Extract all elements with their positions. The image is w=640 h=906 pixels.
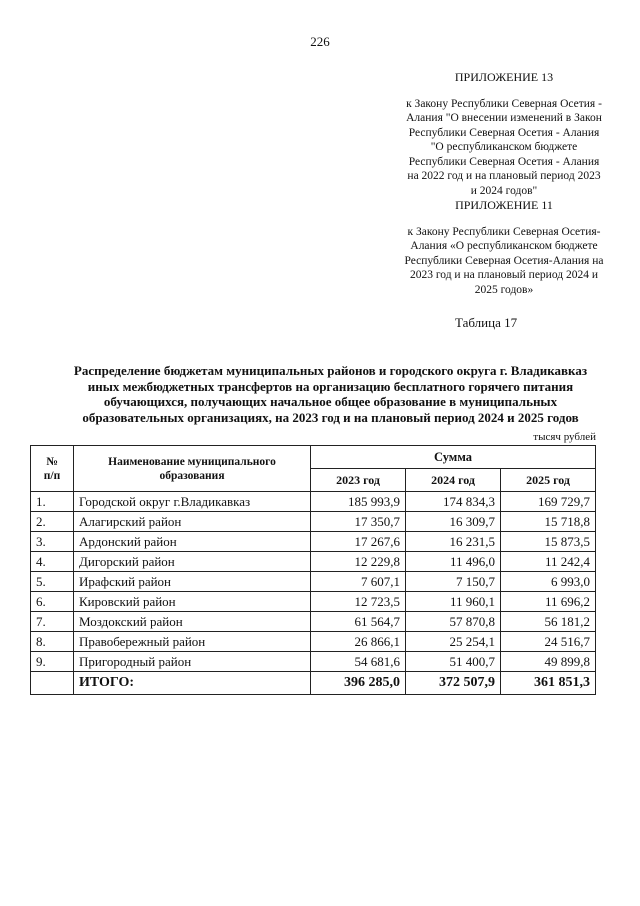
row-value-2025: 11 696,2 [501,592,596,612]
document-title [58,363,603,425]
row-value-2025: 15 873,5 [501,532,596,552]
row-value-2023: 17 350,7 [311,512,406,532]
row-value-2024: 7 150,7 [406,572,501,592]
appendix-13-line: на 2022 год и на плановый период 2023 [407,170,601,182]
appendix-11-line: 2023 год и на плановый период 2024 и [409,269,599,281]
row-name: Моздокский район [74,612,311,632]
row-value-2023: 61 564,7 [311,612,406,632]
row-name: Дигорский район [74,552,311,572]
row-number: 4. [31,552,74,572]
header-name: Наименование муниципального образования [74,446,311,492]
row-number: 9. [31,652,74,672]
row-value-2023: 12 229,8 [311,552,406,572]
appendix-13-line: Алания "О внесении изменений в Закон [406,112,602,124]
row-value-2025: 11 242,4 [501,552,596,572]
appendix-13-line: и 2024 годов" [470,184,538,197]
table-row [31,492,596,512]
row-value-2023: 185 993,9 [311,492,406,512]
total-number-cell [31,672,74,695]
row-name: Правобережный район [74,632,311,652]
appendix-11-line: Республики Северная Осетия-Алания на [404,254,604,267]
row-name: Ардонский район [74,532,311,552]
budget-table [30,445,596,695]
header-sum: Сумма [311,446,596,469]
row-number: 3. [31,532,74,552]
table-label: Таблица 17 [455,315,518,330]
row-value-2024: 25 254,1 [406,632,501,652]
row-value-2023: 26 866,1 [311,632,406,652]
row-number: 6. [31,592,74,612]
row-value-2025: 15 718,8 [501,512,596,532]
row-value-2025: 49 899,8 [501,652,596,672]
appendix-11-line: 2025 годов» [474,283,534,296]
row-number: 7. [31,612,74,632]
page-number: 226 [310,34,330,49]
row-number: 5. [31,572,74,592]
header-year-2025: 2025 год [501,469,596,492]
row-number: 2. [31,512,74,532]
row-value-2023: 17 267,6 [311,532,406,552]
appendix-11-line: к Закону Республики Северная Осетия- [407,225,601,238]
total-value-2024: 372 507,9 [406,672,501,695]
row-value-2023: 7 607,1 [311,572,406,592]
appendix-13-line: Республики Северная Осетия - Алания [408,155,600,168]
table-row [31,512,596,532]
table-row [31,532,596,552]
row-number: 1. [31,492,74,512]
table-row [31,592,596,612]
header-number-sign: № [46,455,58,468]
table-row [31,632,596,652]
appendix-13-line: "О республиканском бюджете [430,141,578,153]
row-value-2024: 16 231,5 [406,532,501,552]
row-value-2024: 57 870,8 [406,612,501,632]
row-name: Пригородный район [74,652,311,672]
row-value-2025: 6 993,0 [501,572,596,592]
appendix-11-line: Алания «О республиканском бюджете [410,240,598,252]
appendix-11-heading: ПРИЛОЖЕНИЕ 11 [455,198,553,212]
row-value-2024: 11 960,1 [406,592,501,612]
row-name: Ирафский район [74,572,311,592]
table-row [31,612,596,632]
header-number [31,446,74,492]
row-value-2025: 56 181,2 [501,612,596,632]
table-row [31,572,596,592]
row-value-2024: 11 496,0 [406,552,501,572]
row-number: 8. [31,632,74,652]
total-row [31,672,596,695]
title-line: образовательных организациях, на 2023 год и на плановый период 2024 и 2025 годов [82,409,579,425]
header-year-2023: 2023 год [311,469,406,492]
header-number-pp: п/п [43,469,61,482]
appendix-13-line: к Закону Республики Северная Осетия - [406,97,602,110]
table-row [31,552,596,572]
title-line: Распределение бюджетам муниципальных районов и городского округа г. Владикавказ [73,363,588,378]
total-value-2023: 396 285,0 [311,672,406,695]
row-name: Городской округ г.Владикавказ [74,492,311,512]
row-value-2024: 16 309,7 [406,512,501,532]
total-value-2025: 361 851,3 [501,672,596,695]
table-row [31,652,596,672]
row-value-2024: 174 834,3 [406,492,501,512]
row-value-2023: 12 723,5 [311,592,406,612]
row-value-2025: 24 516,7 [501,632,596,652]
row-value-2025: 169 729,7 [501,492,596,512]
title-line: иных межбюджетных трансфертов на организацию бесплатного горячего питания [87,378,574,394]
total-label: ИТОГО: [74,672,311,695]
units-label: тысяч рублей [533,431,596,443]
row-name: Алагирский район [74,512,311,532]
header-year-2024: 2024 год [406,469,501,492]
row-name: Кировский район [74,592,311,612]
title-line: обучающихся, получающих начальное общее образование в муниципальных [103,394,558,409]
row-value-2024: 51 400,7 [406,652,501,672]
appendix-11-block [392,198,616,297]
row-value-2023: 54 681,6 [311,652,406,672]
appendix-13-line: Республики Северная Осетия - Алания [408,126,600,139]
appendix-13-block [392,70,616,198]
appendix-13-heading: ПРИЛОЖЕНИЕ 13 [454,70,554,84]
